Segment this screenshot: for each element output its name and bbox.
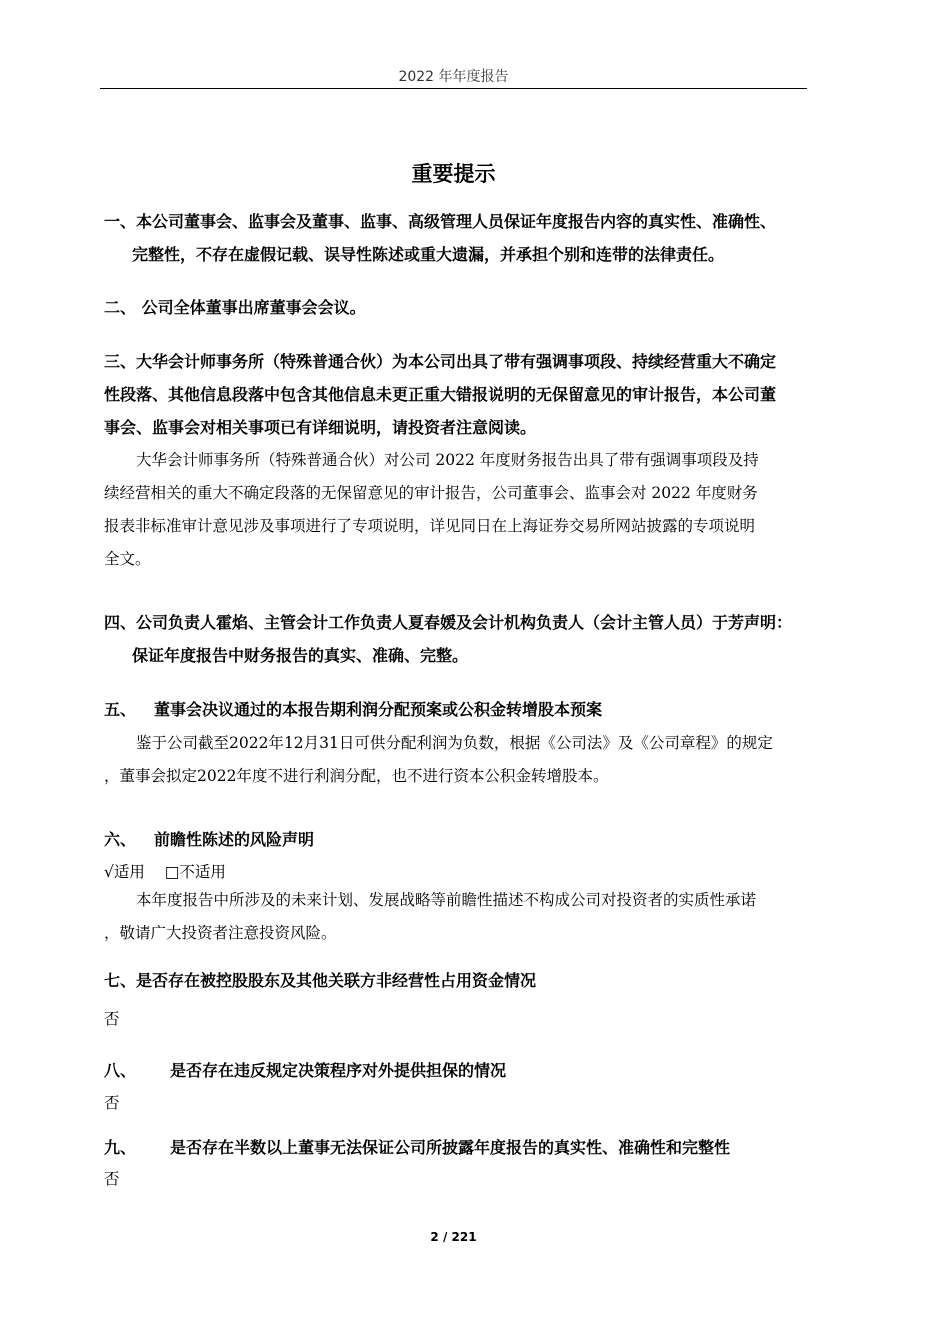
section-5-paragraph	[104, 727, 808, 793]
section-1	[104, 205, 810, 271]
section-5-title: 董事会决议通过的本报告期利润分配预案或公积金转增股本预案	[154, 700, 603, 719]
section-6-para-line: 本年度报告中所涉及的未来计划、发展战略等前瞻性描述不构成公司对投资者的实质性承诺	[136, 891, 757, 909]
section-5-heading	[104, 693, 810, 726]
section-8-answer: 否	[104, 1094, 120, 1112]
section-9-answer: 否	[104, 1170, 120, 1188]
section-3-line2: 性段落、其他信息段落中包含其他信息未更正重大错报说明的无保留意见的审计报告，本公司董	[104, 385, 777, 404]
section-3-para-line: 全文。	[104, 550, 151, 568]
section-4-line1: 四、公司负责人霍焰、主管会计工作负责人夏春媛及会计机构负责人（会计主管人员）于芳声明：	[104, 613, 793, 632]
section-6-para-line: ，敬请广大投资者注意投资风险。	[104, 924, 337, 942]
section-8-title: 是否存在违反规定决策程序对外提供担保的情况	[170, 1061, 507, 1080]
section-1-line2: 完整性，不存在虚假记载、误导性陈述或重大遗漏，并承担个别和连带的法律责任。	[132, 245, 725, 264]
section-5-para-line: 鉴于公司截至2022年12月31日可供分配利润为负数，根据《公司法》及《公司章程》的规定	[136, 734, 773, 752]
section-3-line3: 事会、监事会对相关事项已有详细说明，请投资者注意阅读。	[104, 418, 537, 437]
section-8-number: 八、	[104, 1061, 137, 1080]
section-6-number: 六、	[104, 830, 137, 849]
section-9-number: 九、	[104, 1138, 137, 1157]
section-3-line1: 三、大华会计师事务所（特殊普通合伙）为本公司出具了带有强调事项段、持续经营重大不确定	[104, 352, 777, 371]
section-7-heading: 七、是否存在被控股股东及其他关联方非经营性占用资金情况	[104, 971, 537, 990]
section-5-para-line: ，董事会拟定2022年度不进行利润分配，也不进行资本公积金转增股本。	[104, 767, 609, 785]
section-2: 二、 公司全体董事出席董事会会议。	[104, 298, 366, 317]
section-6-title: 前瞻性陈述的风险声明	[154, 830, 315, 849]
section-5-number: 五、	[104, 700, 137, 719]
section-3-para-line: 续经营相关的重大不确定段落的无保留意见的审计报告，公司董事会、监事会对 2022 年度财务	[104, 484, 758, 502]
section-4-line2: 保证年度报告中财务报告的真实、准确、完整。	[132, 646, 469, 665]
section-3-paragraph	[104, 444, 808, 576]
applicable-checkbox: √适用	[104, 863, 145, 881]
header-divider	[100, 88, 807, 89]
section-3-para-line: 报表非标准审计意见涉及事项进行了专项说明，详见同日在上海证券交易所网站披露的专项说明	[104, 517, 756, 535]
section-6-paragraph	[104, 884, 808, 950]
section-3-para-line: 大华会计师事务所（特殊普通合伙）对公司 2022 年度财务报告出具了带有强调事项段及持	[136, 451, 759, 469]
not-applicable-checkbox: □不适用	[164, 863, 226, 881]
page-title: 重要提示	[411, 162, 496, 186]
section-9-heading	[104, 1131, 810, 1164]
section-3-heading	[104, 345, 810, 444]
page-number: 2 / 221	[430, 1230, 477, 1244]
section-8-heading	[104, 1054, 810, 1087]
section-6-heading	[104, 823, 810, 856]
running-header: 2022 年年度报告	[398, 69, 509, 85]
section-9-title: 是否存在半数以上董事无法保证公司所披露年度报告的真实性、准确性和完整性	[170, 1138, 731, 1157]
section-4	[104, 606, 810, 672]
section-1-line1: 一、本公司董事会、监事会及董事、监事、高级管理人员保证年度报告内容的真实性、准确性、	[104, 212, 777, 231]
section-7-answer: 否	[104, 1010, 120, 1028]
